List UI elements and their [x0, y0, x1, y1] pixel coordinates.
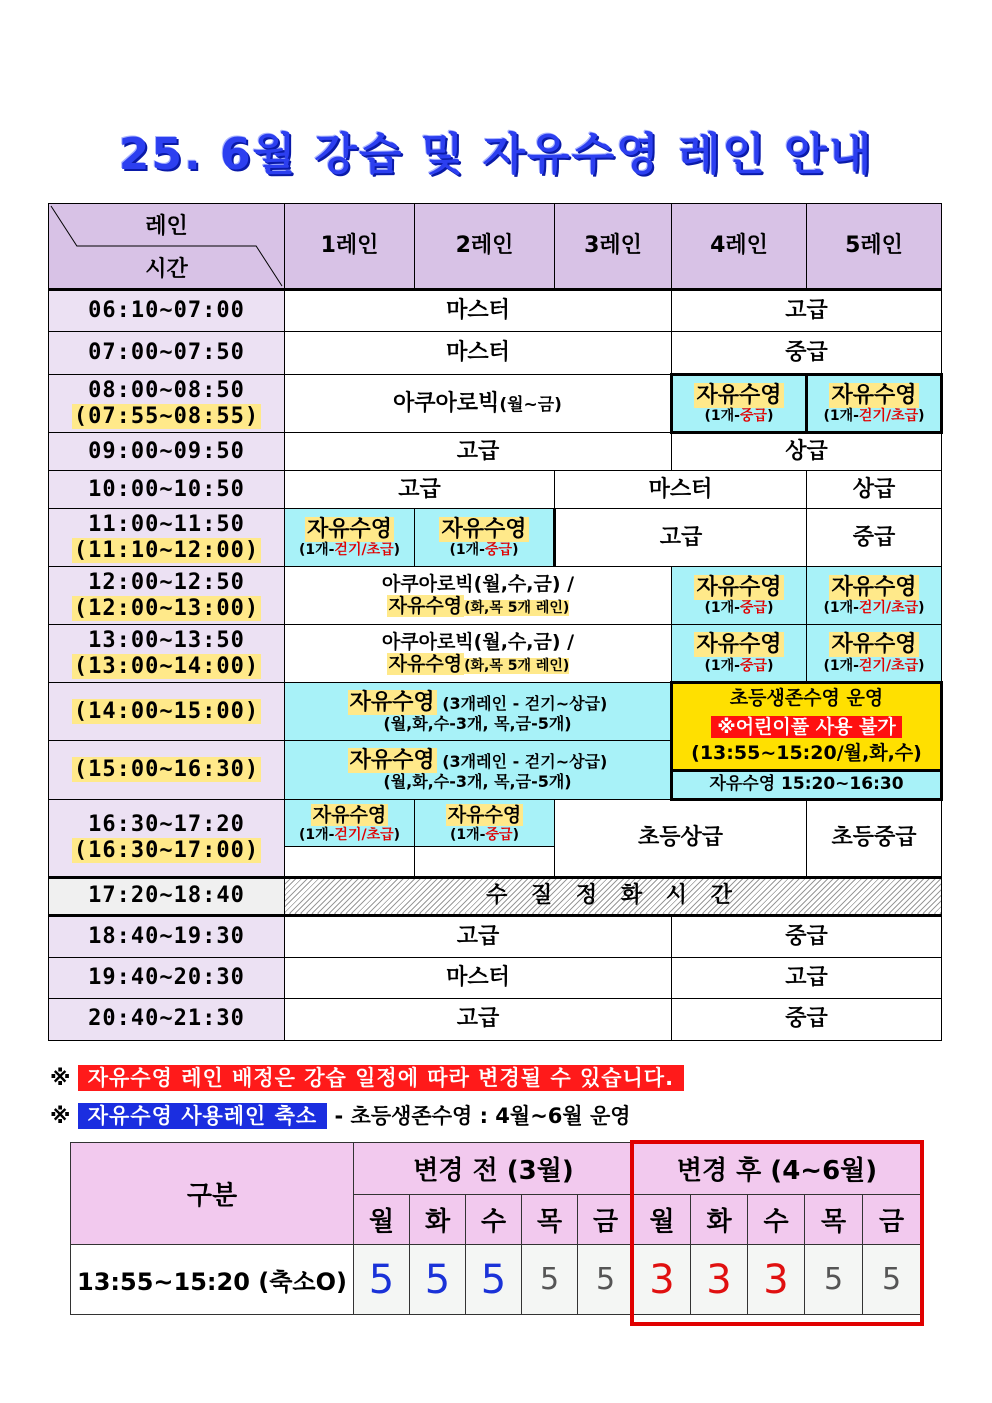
survival-swim-title: 초등생존수영 운영 [729, 687, 884, 709]
notice-lane-reduction [50, 1100, 631, 1130]
free-swim-cell [415, 799, 555, 877]
class-cell [285, 375, 672, 433]
time-cell: 20:40~21:30 [49, 998, 285, 1040]
class-cell [285, 625, 672, 683]
time-cell: 10:00~10:50 [49, 471, 285, 509]
after-header: 변경 후 (4~6월) [634, 1143, 921, 1195]
table-row [49, 375, 942, 433]
class-cell: 마스터 [285, 290, 672, 332]
level-label: 중급 [740, 657, 768, 674]
row-label: 13:55~15:20 (축소O) [71, 1245, 354, 1315]
time-cell: 18:40~19:30 [49, 915, 285, 957]
time-text: 16:30~17:20 [88, 812, 245, 838]
level-label: 걷기/초급 [334, 542, 394, 559]
class-cell [285, 567, 672, 625]
alt-time: (14:00~15:00) [73, 698, 260, 724]
class-name: 아쿠아로빅 [393, 390, 500, 416]
table-row [49, 471, 942, 509]
page-title: 25. 6월 강습 및 자유수영 레인 안내 [118, 129, 874, 180]
class-cell: 고급 [672, 957, 942, 998]
free-swim-label: 자유수영 [831, 382, 917, 408]
free-swim-days: (월,화,수-3개, 목,금-5개) [383, 713, 572, 733]
level-label: 중급 [740, 408, 768, 425]
time-cell [49, 625, 285, 683]
table-row [49, 957, 942, 998]
class-cell: 상급 [807, 471, 942, 509]
free-swim-label: 자유수영 [831, 632, 917, 658]
level-label: 걷기/초급 [858, 600, 919, 617]
lane-count-cell: 5 [805, 1245, 863, 1315]
lane-count-cell: 5 [466, 1245, 522, 1315]
day-header: 목 [522, 1195, 578, 1245]
class-cell: 고급 [285, 915, 672, 957]
lane-5-header: 5레인 [807, 204, 942, 290]
time-cell: 06:10~07:00 [49, 290, 285, 332]
free-swim-label: 자유수영 [349, 747, 435, 773]
paren-close: ) [918, 408, 925, 425]
lane-label: 레인 [145, 214, 188, 239]
free-swim-days: (화,목 5개 레인) [464, 599, 570, 616]
lane-count: (1개- [298, 826, 335, 843]
time-text: 08:00~08:50 [88, 378, 245, 404]
class-cell: 중급 [672, 915, 942, 957]
table-row [49, 567, 942, 625]
lane-count-cell: 5 [522, 1245, 578, 1315]
free-swim-label: 자유수영 [441, 516, 527, 542]
lane-count: (1개- [298, 542, 335, 559]
class-cell: 초등상급 [555, 799, 807, 877]
category-header: 구분 [71, 1143, 354, 1245]
free-swim-label: 자유수영 [349, 689, 435, 715]
lane-count-cell: 3 [691, 1245, 748, 1315]
free-swim-cell [672, 625, 807, 683]
paren-close: ) [393, 542, 401, 559]
lane-count: (1개- [449, 542, 485, 559]
water-purification-cell: 수 질 정 화 시 간 [285, 877, 942, 915]
free-swim-cell [415, 509, 555, 567]
before-header: 변경 전 (3월) [354, 1143, 634, 1195]
corner-cell [49, 204, 285, 290]
class-cell: 초등중급 [807, 799, 942, 877]
alt-time: (13:00~14:00) [73, 653, 260, 679]
lane-count: (1개- [450, 826, 486, 843]
table-row [49, 509, 942, 567]
class-cell: 고급 [555, 509, 807, 567]
lane-3-header: 3레인 [555, 204, 672, 290]
day-header: 화 [410, 1195, 466, 1245]
day-header: 월 [354, 1195, 410, 1245]
aquarobic-text: 아쿠아로빅(월,수,금) / [381, 572, 575, 595]
free-swim-label: 자유수영 [388, 594, 463, 617]
level-label: 걷기/초급 [858, 408, 919, 425]
table-row [49, 799, 942, 877]
lane-count: (1개- [704, 657, 740, 674]
time-label: 시간 [145, 256, 188, 282]
lane-count-cell: 5 [354, 1245, 410, 1315]
time-cell [49, 375, 285, 433]
table-row [49, 877, 942, 915]
time-text: 12:00~12:50 [88, 570, 245, 596]
day-header: 목 [805, 1195, 863, 1245]
lane-2-header: 2레인 [415, 204, 555, 290]
time-cell [49, 683, 285, 741]
day-header: 금 [578, 1195, 634, 1245]
class-cell: 상급 [672, 433, 942, 471]
paren-close: ) [767, 657, 774, 674]
paren-close: ) [918, 657, 925, 674]
class-cell: 마스터 [285, 332, 672, 375]
time-text: 11:00~11:50 [88, 512, 245, 538]
paren-close: ) [512, 542, 519, 559]
day-header: 수 [466, 1195, 522, 1245]
reference-mark: ※ [50, 1104, 71, 1128]
lane-count: (1개- [704, 408, 740, 425]
free-swim-time: 자유수영 15:20~16:30 [673, 769, 940, 798]
free-swim-label: 자유수영 [312, 803, 387, 826]
notice-text: 자유수영 사용레인 축소 [78, 1103, 327, 1129]
alt-time: (12:00~13:00) [73, 595, 260, 621]
paren-close: ) [767, 408, 774, 425]
alt-time: (07:55~08:55) [73, 403, 260, 429]
class-cell: 고급 [285, 998, 672, 1040]
class-days: (월~금) [499, 394, 562, 415]
time-cell: 19:40~20:30 [49, 957, 285, 998]
class-cell: 고급 [285, 433, 672, 471]
time-cell: 07:00~07:50 [49, 332, 285, 375]
free-swim-label: 자유수영 [447, 803, 522, 826]
time-text: 13:00~13:50 [88, 628, 245, 654]
kids-pool-warning: ※어린이풀 사용 불가 [711, 716, 902, 738]
free-swim-label: 자유수영 [388, 652, 463, 675]
free-swim-days: (월,화,수-3개, 목,금-5개) [383, 772, 572, 792]
time-cell: 17:20~18:40 [49, 877, 285, 915]
reference-mark: ※ [50, 1066, 71, 1090]
free-swim-cell [672, 567, 807, 625]
day-header: 화 [691, 1195, 748, 1245]
lane-count-cell: 5 [863, 1245, 921, 1315]
table-row [49, 290, 942, 332]
table-row [49, 433, 942, 471]
lane-count-cell: 5 [578, 1245, 634, 1315]
free-swim-cell [285, 799, 415, 877]
free-swim-label: 자유수영 [696, 382, 782, 408]
class-cell: 마스터 [555, 471, 807, 509]
free-swim-label: 자유수영 [696, 574, 782, 600]
free-swim-label: 자유수영 [306, 516, 392, 542]
notice-tail: - 초등생존수영 : 4월~6월 운영 [327, 1104, 631, 1128]
free-swim-cell [285, 740, 672, 799]
aquarobic-text: 아쿠아로빅(월,수,금) / [381, 630, 575, 653]
lane-count: (1개- [704, 600, 740, 617]
table-row [49, 683, 942, 741]
alt-time: (15:00~16:30) [73, 756, 260, 782]
table-row [49, 625, 942, 683]
lane-count: (1개- [823, 600, 859, 617]
lane-count: (1개- [823, 408, 859, 425]
table-row [49, 915, 942, 957]
time-cell [49, 740, 285, 799]
level-label: 중급 [485, 542, 513, 559]
level-label: 중급 [485, 826, 513, 843]
alt-time: (11:10~12:00) [73, 537, 260, 563]
lane-4-header: 4레인 [672, 204, 807, 290]
day-header: 금 [863, 1195, 921, 1245]
notice-text: 자유수영 레인 배정은 강습 일정에 따라 변경될 수 있습니다. [78, 1065, 684, 1091]
lane-count-cell: 3 [634, 1245, 691, 1315]
notice-lane-change [50, 1062, 684, 1092]
lane-1-header: 1레인 [285, 204, 415, 290]
paren-close: ) [767, 600, 774, 617]
free-swim-label: 자유수영 [831, 574, 917, 600]
free-swim-cell [285, 683, 672, 741]
lane-count-cell: 5 [410, 1245, 466, 1315]
free-swim-label: 자유수영 [696, 632, 782, 658]
survival-swim-cell [672, 683, 942, 800]
lane-count-cell: 3 [748, 1245, 805, 1315]
level-label: 걷기/초급 [334, 826, 394, 843]
class-cell: 고급 [285, 471, 555, 509]
survival-swim-time: (13:55~15:20/월,화,수) [691, 742, 922, 765]
day-header: 수 [748, 1195, 805, 1245]
paren-close: ) [512, 826, 519, 843]
free-swim-days: (화,목 5개 레인) [464, 657, 570, 674]
class-cell: 중급 [807, 509, 942, 567]
free-swim-cell [807, 375, 942, 433]
alt-time: (16:30~17:00) [73, 837, 260, 863]
day-header: 월 [634, 1195, 691, 1245]
class-cell: 중급 [672, 998, 942, 1040]
time-cell: 09:00~09:50 [49, 433, 285, 471]
free-swim-cell [807, 567, 942, 625]
free-swim-cell [285, 509, 415, 567]
level-label: 중급 [740, 600, 768, 617]
level-label: 걷기/초급 [858, 657, 919, 674]
paren-close: ) [918, 600, 925, 617]
table-row [49, 332, 942, 375]
table-row [49, 998, 942, 1040]
time-cell [49, 567, 285, 625]
class-cell: 마스터 [285, 957, 672, 998]
time-cell [49, 509, 285, 567]
lane-schedule-table [48, 203, 943, 1041]
free-swim-cell [672, 375, 807, 433]
free-swim-cell [807, 625, 942, 683]
class-cell: 고급 [672, 290, 942, 332]
table-header-row [49, 204, 942, 290]
paren-close: ) [393, 826, 401, 843]
time-cell [49, 799, 285, 877]
class-cell: 중급 [672, 332, 942, 375]
lane-reduction-table [70, 1142, 921, 1315]
free-swim-note: (3개레인 - 걷기~상급) [436, 693, 608, 713]
lane-count: (1개- [823, 657, 859, 674]
free-swim-note: (3개레인 - 걷기~상급) [436, 751, 608, 771]
